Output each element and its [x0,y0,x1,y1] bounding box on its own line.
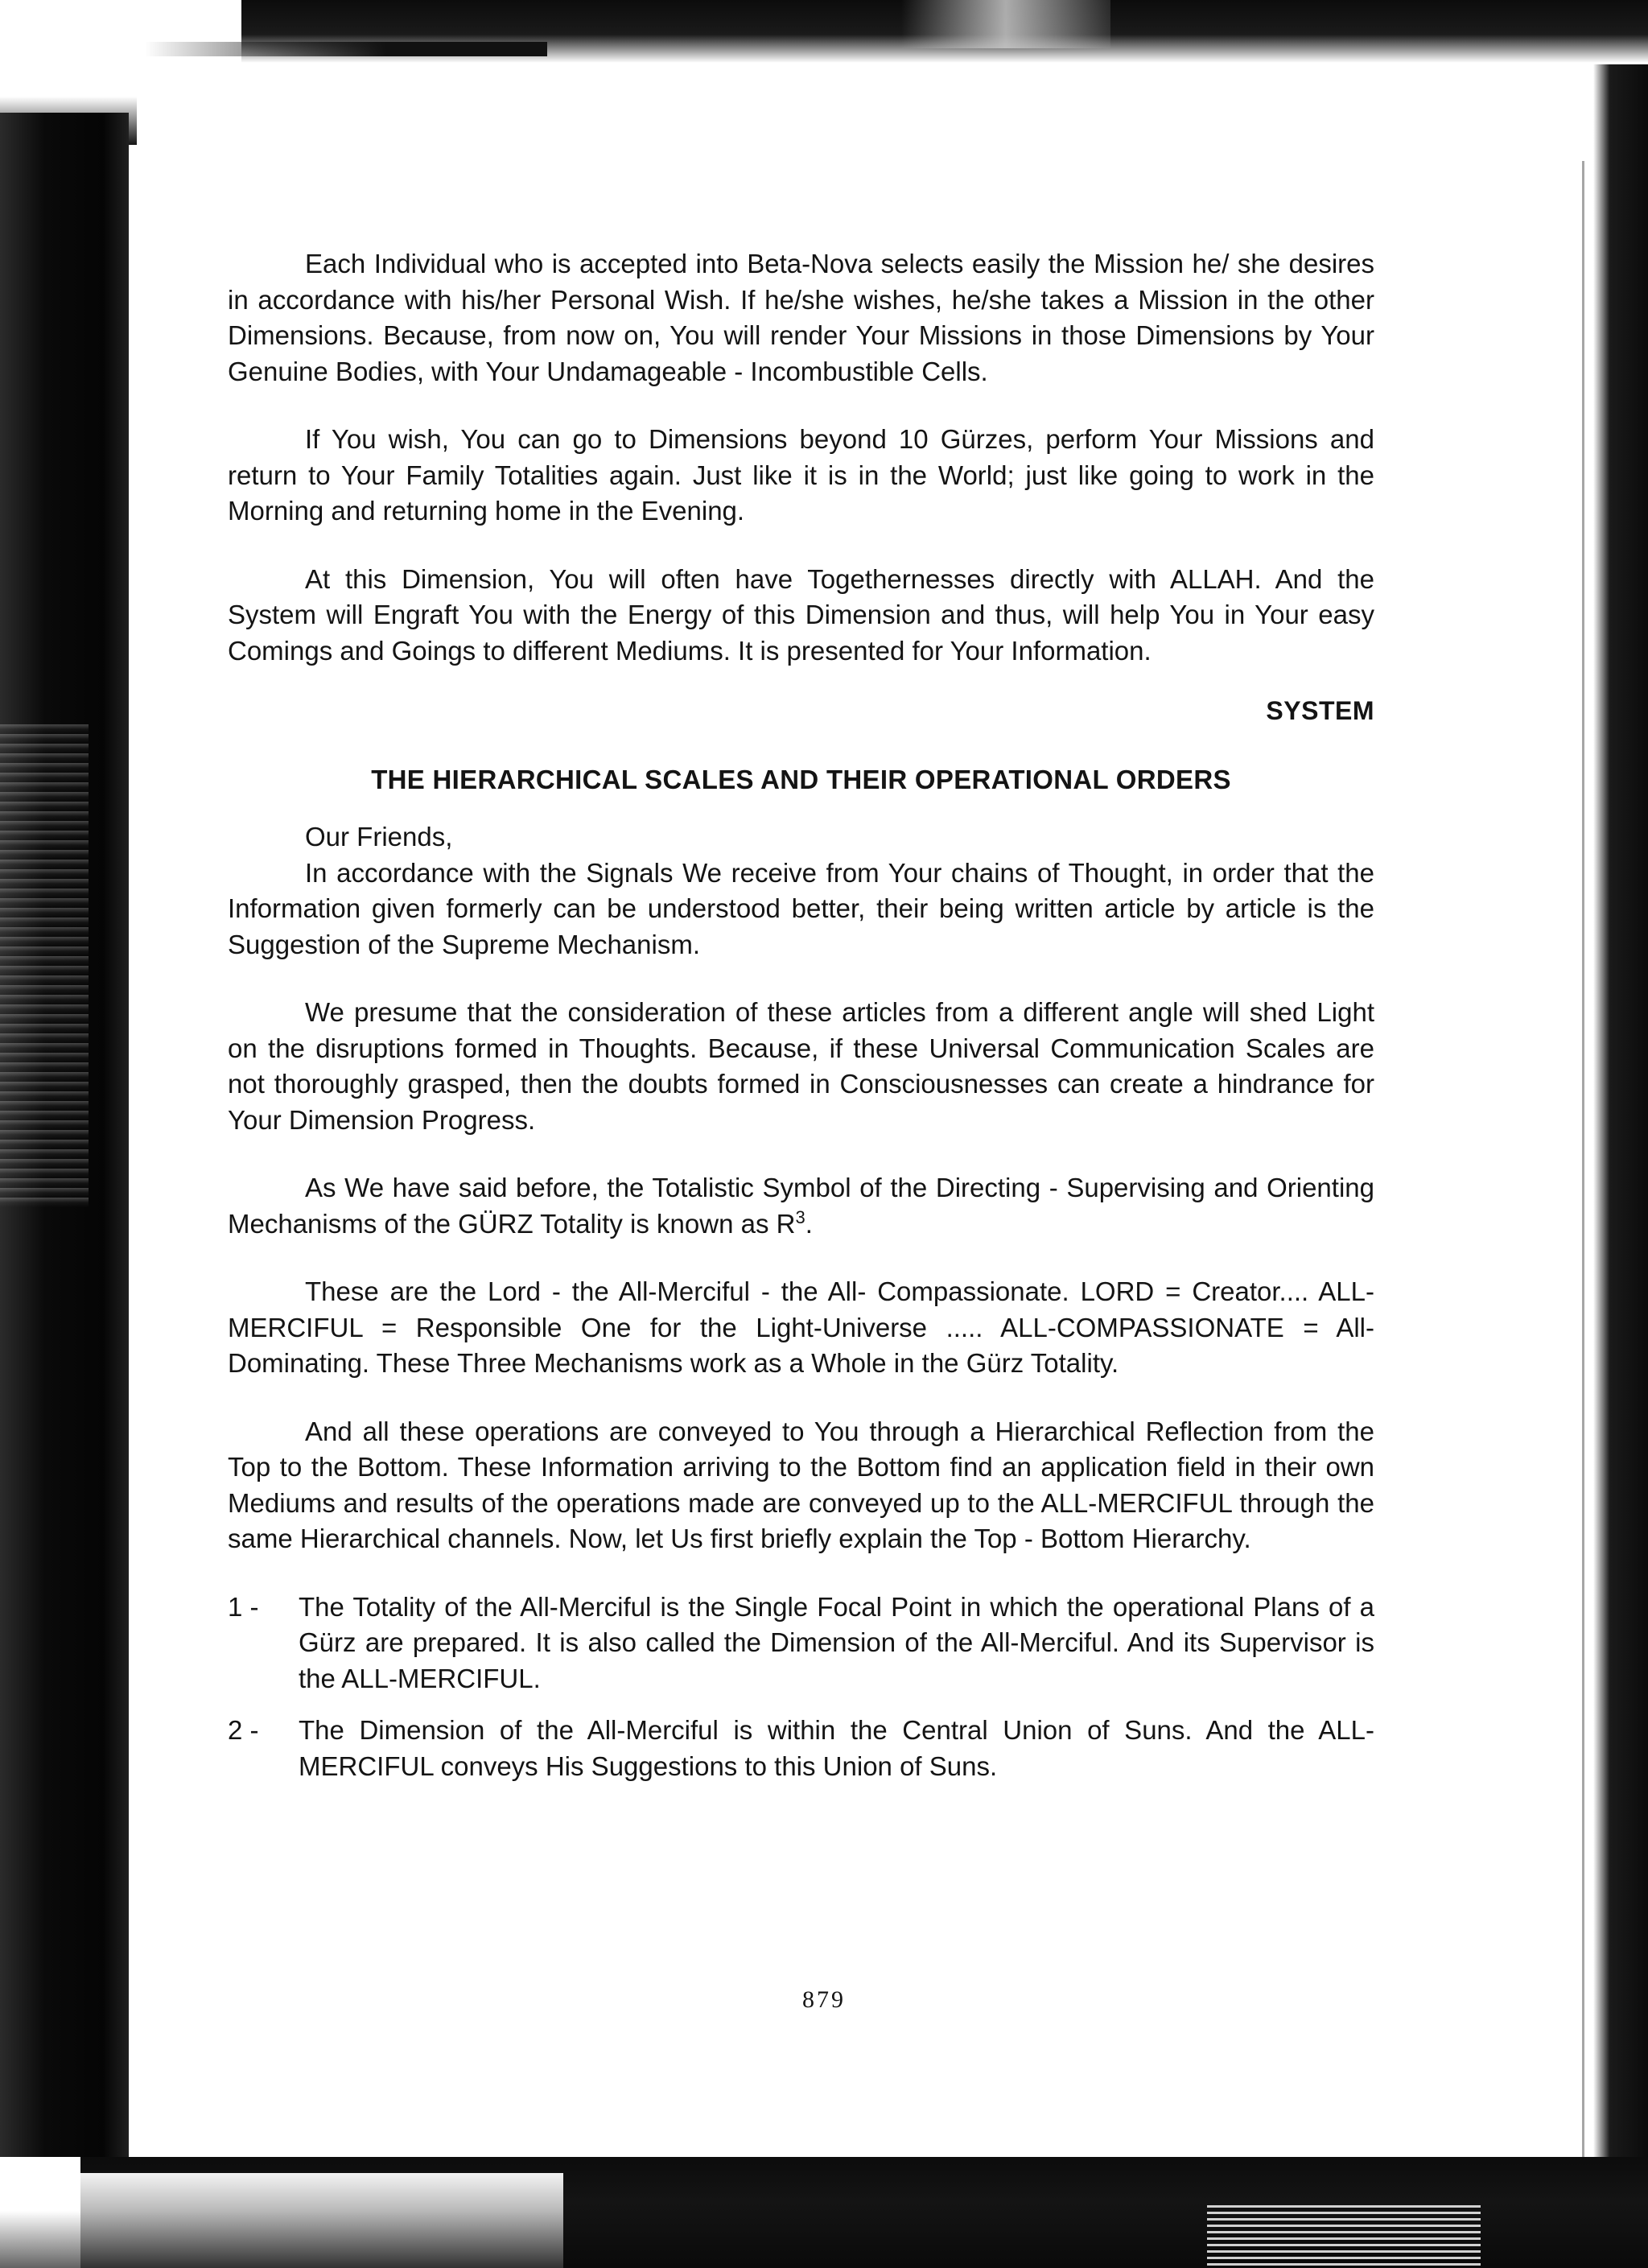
scan-glare-top [901,0,1110,48]
paragraph-articles: We presume that the consideration of these articles from a different angle will shed Light on the disruptions formed in Thoughts. Because, if these Universal Communication Scales are not thoroughly grasped, then the doubts formed in Consciousnesses can create a hindrance for Your Dimension Progress. [228,997,1374,1135]
paragraph-mission: Each Individual who is accepted into Beta-Nova selects easily the Mission he/ she desires in accordance with his/her Personal Wish. If he/she wishes, he/she takes a Mission in the other Dimensions. Because, from now on, You will render Your Missions in those Dimensions by Your Genuine Bodies, with Your Undamageable - Incombustible Cells. [228,249,1374,386]
paragraph-totalistic-symbol [228,1170,1374,1242]
totalistic-symbol-text: As We have said before, the Totalistic Symbol of the Directing - Supervising and Orienting Mechanisms of the GÜRZ Totality is known as R [228,1173,1374,1239]
hierarchy-list [228,1590,1374,1785]
scan-glare-bottom-left [0,2173,563,2268]
list-item-number: 2 - [228,1715,259,1745]
paragraph-operations: And all these operations are conveyed to You through a Hierarchical Reflection from the Top to the Bottom. These Information arriving to the Bottom find an application field in their own Mediums and results of the operations made are conveyed up to the ALL-MERCIFUL through the same Hierarchical channels. Now, let Us first briefly explain the Top - Bottom Hierarchy. [228,1416,1374,1553]
list-item [228,1590,1374,1697]
scan-shadow-right [1593,64,1648,2237]
section-heading: THE HIERARCHICAL SCALES AND THEIR OPERATIONAL ORDERS [371,765,1231,794]
list-item-text: The Totality of the All-Merciful is the Single Focal Point in which the operational Plans of a Gürz are prepared. It is also called the Dimension of the All-Merciful. And its Supervisor is the ALL-MERCIFUL. [299,1591,1374,1693]
r-superscript: 3 [795,1206,805,1227]
totalistic-symbol-suffix: . [805,1208,813,1239]
scan-shadow-top-fade [145,42,547,56]
signature: SYSTEM [1266,696,1374,725]
salutation: Our Friends, [305,822,453,852]
paragraph-lord: These are the Lord - the All-Merciful - the All- Compassionate. LORD = Creator.... ALL-MERCIFUL = Responsible One for the Light-Universe ..... ALL-COMPASSIONATE = All-Dominating. These Three Mechanisms work as a Whole in the Gürz Totality. [228,1276,1374,1378]
paragraph-dimensions: If You wish, You can go to Dimensions beyond 10 Gürzes, perform Your Missions and return to Your Family Totalities again. Just like it is in the World; just like going to work in the Morning and returning home in the Evening. [228,424,1374,526]
paragraph-signals: In accordance with the Signals We receive from Your chains of Thought, in order that the Information given formerly can be understood better, their being written article by article is the Suggestion of the Supreme Mechanism. [228,857,1374,959]
list-item-text: The Dimension of the All-Merciful is within the Central Union of Suns. And the ALL-MERCIFUL conveys His Suggestions to this Union of Suns. [299,1715,1374,1781]
page-body [228,246,1374,1800]
page-number: 879 [802,1986,846,2013]
scan-stripes-bottom [1207,2205,1481,2268]
list-item [228,1713,1374,1784]
paragraph-togetherness: At this Dimension, You will often have Togethernesses directly with ALLAH. And the System will Engraft You with the Energy of this Dimension and thus, will help You in Your easy Comings and Goings to different Mediums. It is presented for Your Information. [228,563,1374,666]
scan-edge-line-right [1582,161,1584,2173]
scan-glare-left [0,724,89,1207]
list-item-number: 1 - [228,1591,259,1622]
